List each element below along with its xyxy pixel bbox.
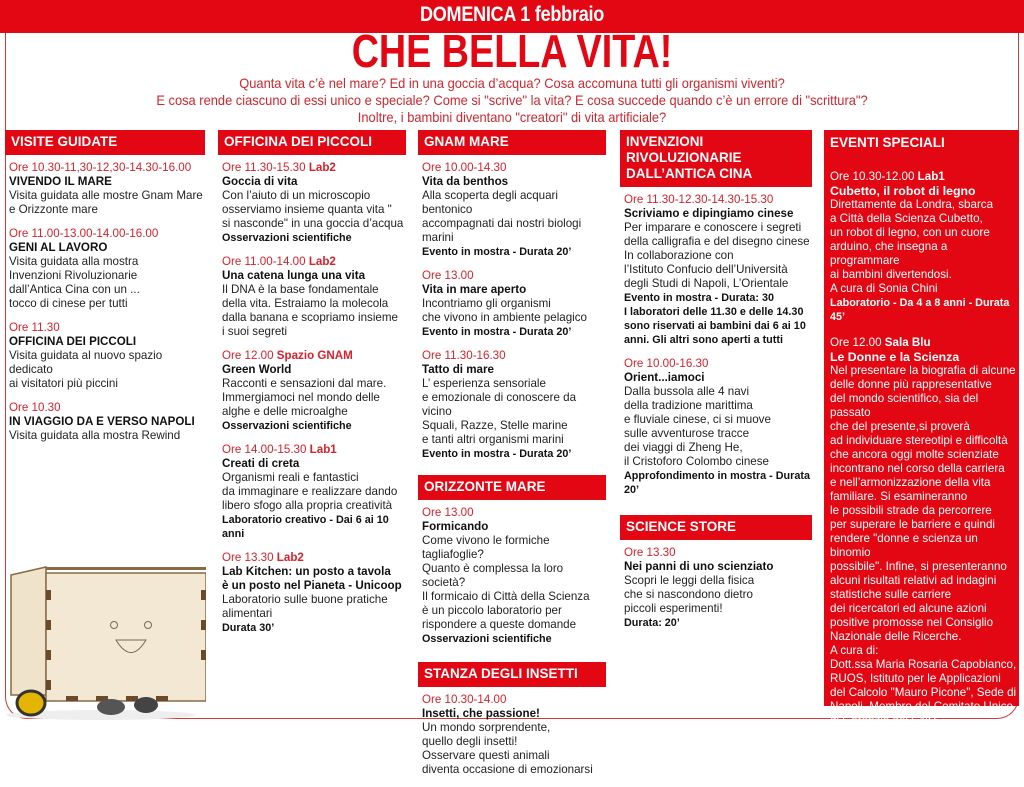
event-description: Incontriamo gli organismi che vivono in ambiente pelagico: [422, 297, 587, 324]
event-time: Ore 11.30-15.30: [222, 161, 306, 174]
event-description: Alla scoperta degli acquari bentonico accompagnati dai nostri biologi marini: [422, 189, 582, 244]
event-description: Direttamente da Londra, sbarca a Città della Scienza Cubetto, un robot di legno, con un cuore arduino, che insegna a programmare ai bambini divertendosi. A cura di Sonia Chini: [830, 198, 994, 295]
event-item: [9, 227, 205, 311]
event-title: Lab Kitchen: un posto a tavola è un posto nel Pianeta - Unicoop: [222, 565, 402, 592]
event-time: Ore 11.30-12.30-14.30-15.30: [624, 193, 774, 206]
wooden-robot-icon: [6, 567, 206, 720]
event-description: Un mondo sorprendente, quello degli insetti! Osservare questi animali diventa occasione di emozionarsi: [422, 721, 593, 776]
section-header-visite-guidate: VISITE GUIDATE: [5, 130, 205, 155]
event-item: [222, 443, 406, 541]
event-time-line: [222, 443, 406, 457]
event-time: Ore 10.00-16.30: [624, 357, 709, 370]
intro-line: Inoltre, i bambini diventano "creatori" di vita artificiale?: [357, 109, 667, 125]
column-officina-dei-piccoli: [218, 130, 406, 645]
event-time-line: [624, 546, 812, 560]
column-visite-guidate: [5, 130, 205, 453]
event-time-line: [9, 161, 205, 175]
event-description: Visita guidata alla mostra Invenzioni Rivoluzionarie dall’Antica Cina con un ... tocco di cinese per tutti: [9, 255, 140, 310]
event-location: Lab1: [917, 170, 945, 183]
event-item: [422, 693, 606, 777]
event-note: Durata 30’: [222, 622, 275, 634]
event-item: [422, 506, 606, 646]
event-item: [222, 551, 406, 635]
event-time-line: [422, 269, 606, 283]
event-time-line: [9, 401, 205, 415]
event-location: Spazio GNAM: [276, 349, 353, 362]
event-note: Laboratorio - Da 4 a 8 anni - Durata 45’: [830, 297, 1010, 323]
event-time: Ore 12.00: [830, 336, 882, 349]
event-item: [9, 401, 205, 443]
event-time-line: [422, 693, 606, 707]
event-time: Ore 10.30: [9, 401, 61, 414]
column-invenzioni-rivoluzionarie: [620, 130, 812, 640]
event-time-line: [422, 349, 606, 363]
event-title: Formicando: [422, 520, 489, 533]
event-note: Evento in mostra - Durata 20’: [422, 246, 572, 258]
event-location: Lab2: [308, 255, 336, 268]
event-time-line: [222, 161, 406, 175]
event-description: Scopri le leggi della fisica che si nascondono dietro piccoli esperimenti!: [624, 574, 755, 615]
column-gnam-mare: [418, 130, 606, 787]
intro-line: Quanta vita c’è nel mare? Ed in una goccia d’acqua? Cosa accomuna tutti gli organismi viventi?: [239, 75, 785, 91]
event-date: DOMENICA 1 febbraio: [419, 3, 605, 26]
event-title: IN VIAGGIO DA E VERSO NAPOLI: [9, 415, 195, 428]
section-header-stanza-degli-insetti: STANZA DEGLI INSETTI: [418, 662, 606, 687]
event-item: [222, 349, 406, 433]
event-title: OFFICINA DEI PICCOLI: [9, 335, 137, 348]
event-item: [624, 546, 812, 630]
column-eventi-speciali: [824, 130, 1019, 727]
event-title: Le Donne e la Scienza: [830, 350, 960, 364]
event-title: Vita da benthos: [422, 175, 509, 188]
event-item: [422, 349, 606, 461]
intro-line: E cosa rende ciascuno di essi unico e speciale? Come si "scrive" la vita? E cosa succede quando c’è un errore di "scrittura"?: [156, 92, 868, 108]
event-time-line: [9, 321, 205, 335]
event-time: Ore 13.00: [422, 269, 474, 282]
event-title: Tatto di mare: [422, 363, 494, 376]
event-item: [830, 336, 1019, 728]
event-item: [222, 255, 406, 339]
event-note: Laboratorio creativo - Dai 6 ai 10 anni: [222, 514, 389, 540]
event-note: Osservazioni scientifiche: [422, 633, 552, 645]
event-item: [422, 161, 606, 259]
event-description: Visita guidata al nuovo spazio dedicato ai visitatori più piccini: [9, 349, 163, 390]
event-time: Ore 12.00: [222, 349, 274, 362]
event-item: [624, 357, 812, 497]
event-time-line: [222, 349, 406, 363]
event-item: [9, 161, 205, 217]
event-note: Evento in mostra - Durata 20’: [422, 326, 572, 338]
event-time-line: [222, 551, 406, 565]
event-description: Racconti e sensazioni dal mare. Immergiamoci nel mondo delle alghe e delle microalghe: [222, 377, 387, 418]
event-item: [9, 321, 205, 391]
event-location: Lab2: [308, 161, 336, 174]
event-description: Visita guidata alle mostre Gnam Mare e Orizzonte mare: [9, 189, 203, 216]
event-title: Cubetto, il robot di legno: [830, 184, 976, 198]
event-note: Osservazioni scientifiche: [222, 232, 352, 244]
section-header-science-store: SCIENCE STORE: [620, 515, 812, 540]
event-description: Con l’aiuto di un microscopio osserviamo insieme quanta vita " si nasconde" in una goccia d’acqua: [222, 189, 404, 230]
event-title: Una catena lunga una vita: [222, 269, 366, 282]
event-time: Ore 13.30: [222, 551, 274, 564]
event-note: Evento in mostra - Durata: 30 I laboratori delle 11.30 e delle 14.30 sono riservati ai bambini dai 6 ai 10 anni. Gli altri sono aperti a tutti: [624, 292, 806, 346]
wooden-robot-illustration: [6, 555, 206, 720]
event-time: Ore 13.30: [624, 546, 676, 559]
event-time-line: [9, 227, 205, 241]
event-item: [422, 269, 606, 339]
event-time: Ore 11.00-14.00: [222, 255, 306, 268]
event-item: [624, 193, 812, 347]
event-location: Lab2: [276, 551, 304, 564]
event-title: GENI AL LAVORO: [9, 241, 108, 254]
event-description: L’ esperienza sensoriale e emozionale di conoscere da vicino Squali, Razze, Stelle marine e tanti altri organismi marini: [422, 377, 577, 446]
section-header-invenzioni-rivoluzionarie: INVENZIONI RIVOLUZIONARIE DALL’ANTICA CINA: [620, 130, 812, 187]
section-header-officina-dei-piccoli: OFFICINA DEI PICCOLI: [218, 130, 406, 155]
event-title: Insetti, che passione!: [422, 707, 540, 720]
event-note: Durata: 20’: [624, 617, 680, 629]
section-header-gnam-mare: GNAM MARE: [418, 130, 606, 155]
event-note: Approfondimento in mostra - Durata 20’: [624, 470, 810, 496]
event-title: VIVENDO IL MARE: [9, 175, 112, 188]
section-header-eventi-speciali: EVENTI SPECIALI: [824, 130, 1019, 156]
event-time-line: [624, 193, 812, 207]
event-time-line: [422, 161, 606, 175]
event-time: Ore 13.00: [422, 506, 474, 519]
event-item: [222, 161, 406, 245]
event-time: Ore 10.30-12.00: [830, 170, 915, 183]
event-time: Ore 10.00-14.30: [422, 161, 507, 174]
event-title: Scriviamo e dipingiamo cinese: [624, 207, 794, 220]
event-description: Per imparare e conoscere i segreti della calligrafia e del disegno cinese In collaborazione con l’Istituto Confucio dell’Università degli Studi di Napoli, L’Orientale: [624, 221, 810, 290]
event-note: Evento in mostra - Durata 20’: [422, 448, 572, 460]
event-time-line: [830, 336, 1019, 350]
event-description: Nel presentare la biografia di alcune delle donne più rappresentative del mondo scientifico, sia del passato che del presente,si proverà ad individuare stereotipi e difficoltà che ancora oggi molte scienziate incontrano nel corso della carriera e nell’armonizzazione della vita familiare. Si esamineranno le possibili strade da percorrere per superare le barriere e quindi rendere "donne e scienza un binomio possibile". Infine, si presenteranno alcuni risultati relativi ad indagini statistiche sulle carriere dei ricercatori ed alcune azioni positive promosse nel Consiglio Nazionale delle Ricerche. A cura di: Dott.ssa Maria Rosaria Capobianco, RUOS, Istituto per le Applicazioni del Calcolo "Mauro Picone", Sede di Napoli, Membro del Comitato Unico di Garanzia del CNR: [830, 364, 1017, 727]
event-title: Goccia di vita: [222, 175, 298, 188]
event-title: Creati di creta: [222, 457, 300, 470]
section-header-orizzonte-mare: ORIZZONTE MARE: [418, 475, 606, 500]
event-item: [830, 170, 1019, 324]
event-time: Ore 10.30-11,30-12,30-14.30-16.00: [9, 161, 192, 174]
event-time-line: [222, 255, 406, 269]
event-time: Ore 14.00-15.30: [222, 443, 307, 456]
event-description: Organismi reali e fantastici da immaginare e realizzare dando libero sfogo alla propria creatività: [222, 471, 398, 512]
event-time-line: [830, 170, 1019, 184]
event-description: Laboratorio sulle buone pratiche alimentari: [222, 593, 388, 620]
event-location: Lab1: [309, 443, 337, 456]
event-title: Orient...iamoci: [624, 371, 705, 384]
event-description: Dalla bussola alle 4 navi della tradizione marittima e fluviale cinese, ci si muove sulle avventurose tracce dei viaggi di Zheng He, il Cristoforo Colombo cinese: [624, 385, 771, 468]
event-time: Ore 11.30: [9, 321, 60, 334]
event-time: Ore 11.00-13.00-14.00-16.00: [9, 227, 159, 240]
page-title: CHE BELLA VITA!: [351, 25, 673, 77]
event-description: Il DNA è la base fondamentale della vita. Estraiamo la molecola dalla banana e scopriamo insieme i suoi segreti: [222, 283, 398, 338]
event-title: Vita in mare aperto: [422, 283, 527, 296]
event-title: Green World: [222, 363, 292, 376]
intro-text: [0, 75, 1024, 126]
event-description: Visita guidata alla mostra Rewind: [9, 429, 181, 442]
event-time: Ore 10.30-14.00: [422, 693, 507, 706]
event-time-line: [624, 357, 812, 371]
event-location: Sala Blu: [884, 336, 931, 349]
event-title: Nei panni di uno scienziato: [624, 560, 774, 573]
event-note: Osservazioni scientifiche: [222, 420, 352, 432]
event-time: Ore 11.30-16.30: [422, 349, 506, 362]
event-description: Come vivono le formiche tagliafoglie? Quanto è complessa la loro società? Il formicaio di Città della Scienza è un piccolo laboratorio per rispondere a queste domande: [422, 534, 590, 631]
event-time-line: [422, 506, 606, 520]
